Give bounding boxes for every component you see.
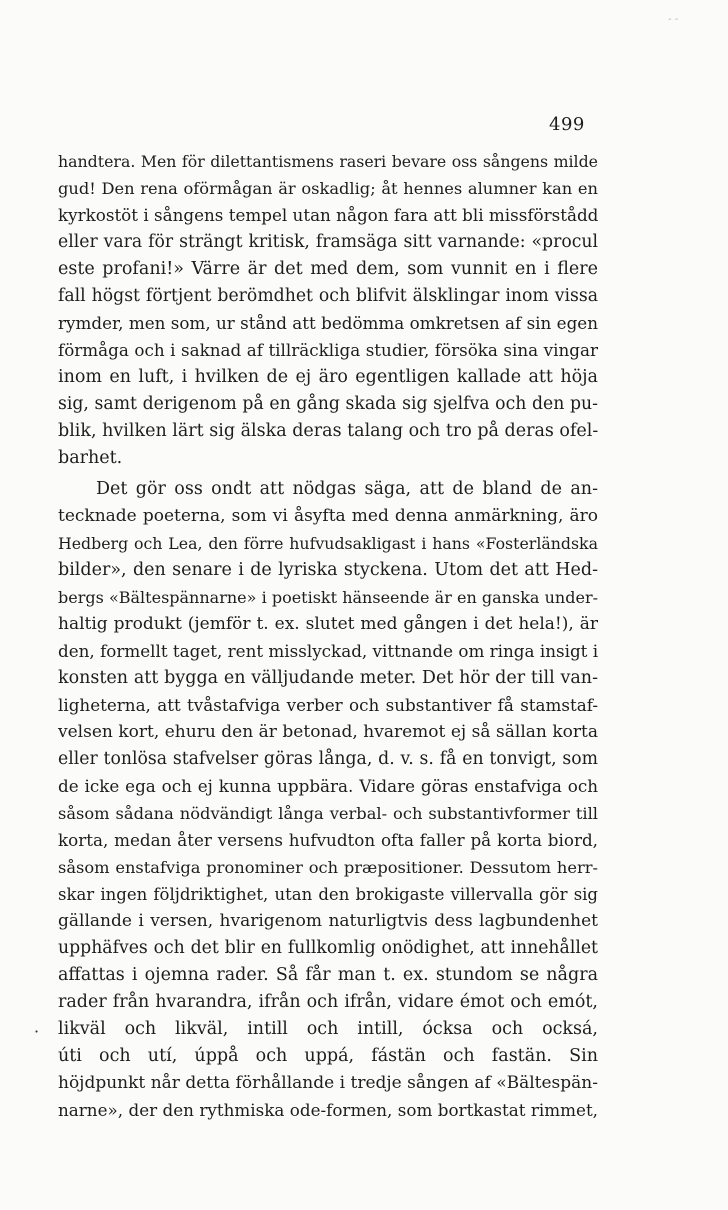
margin-mark: · [34,1022,40,1041]
text-line: eller tonlösa stafvelser göras långa, d. v. s. få en tonvigt, som [58,749,598,769]
text-line: handtera. Men för dilettantismens raseri bevare oss sångens milde [58,152,598,171]
text-line: höjdpunkt når detta förhållande i tredje sången af «Bältespän- [58,1073,598,1093]
text-line: fall högst förtjent berömdhet och blifvit älsklingar inom vissa [58,286,598,306]
text-line: den, formellt taget, rent misslyckad, vittnande om ringa insigt i [58,641,599,661]
text-line: tecknade poeterna, som vi åsyfta med denna anmärkning, äro [58,506,598,526]
text-line: eller vara för strängt kritisk, framsäga sitt varnande: «procul [58,232,598,252]
text-line: såsom sådana nödvändigt långa verbal- och substantivformer till [58,804,598,823]
text-line: bergs «Bältespännarne» i poetiskt hänseende är en ganska under- [58,588,598,607]
text-line: narne», der den rythmiska ode-formen, som bortkastat rimmet, [58,1100,598,1120]
text-line: kyrkostöt i sångens tempel utan någon fara att bli missförstådd [58,205,599,225]
text-line: Det gör oss ondt att nödgas säga, att de bland de an- [96,479,598,499]
text-line: este profani!» Värre är det med dem, som vunnit en i flere [58,259,598,279]
text-line: sig, samt derigenom på en gång skada sig sjelfva och den pu- [58,394,598,414]
text-line: úti och utí, úppå och uppá, fástän och fastän. Sin [58,1046,598,1066]
text-line: de icke ega och ej kunna uppbära. Vidare göras enstafviga och [58,776,598,796]
text-line: bilder», den senare i de lyriska styckena. Utom det att Hed- [58,560,598,580]
text-line: blik, hvilken lärt sig älska deras talang och tro på deras ofel- [58,421,599,441]
text-line: upphäfves och det blir en fullkomlig onödighet, att innehållet [58,938,598,958]
page-number: 499 [549,114,585,135]
text-line: skar ingen följdriktighet, utan den brokigaste villervalla gör sig [58,885,598,904]
text-line: Hedberg och Lea, den förre hufvudsakligast i hans «Fosterländska [58,534,598,553]
text-line: inom en luft, i hvilken de ej äro egentligen kallade att höja [58,367,598,387]
text-line: konsten att bygga en välljudande meter. Det hör der till van- [58,668,598,688]
paragraph-1 [58,148,598,472]
text-line: korta, medan åter versens hufvudton ofta faller på korta biord, [58,830,598,850]
text-line: såsom enstafviga pronominer och præpositioner. Dessutom herr- [58,858,598,877]
text-line: gällande i versen, hvarigenom naturligtvis dess lagbundenhet [58,911,598,931]
text-line: ligheterna, att tvåstafviga verber och substantiver få stamstaf- [58,695,598,715]
text-line: haltig produkt (jemför t. ex. slutet med gången i det hela!), är [58,614,598,634]
text-line: rymder, men som, ur stånd att bedömma omkretsen af sin egen [58,313,598,333]
text-line: förmåga och i saknad af tillräckliga studier, försöka sina vingar [58,340,598,360]
text-line: affattas i ojemna rader. Så får man t. ex. stundom se några [58,965,598,985]
body-text [58,148,598,1124]
text-line: rader från hvarandra, ifrån och ifrån, vidare émot och emót, [58,992,598,1012]
text-line: likväl och likväl, intill och intill, ócksa och ocksá, [58,1019,598,1039]
paragraph-2 [58,476,598,1124]
corner-marks: - - [668,14,679,25]
text-line: velsen kort, ehuru den är betonad, hvaremot ej så sällan korta [58,722,598,742]
text-line: gud! Den rena oförmågan är oskadlig; åt hennes alumner kan en [58,179,598,198]
text-line: barhet. [58,448,123,468]
